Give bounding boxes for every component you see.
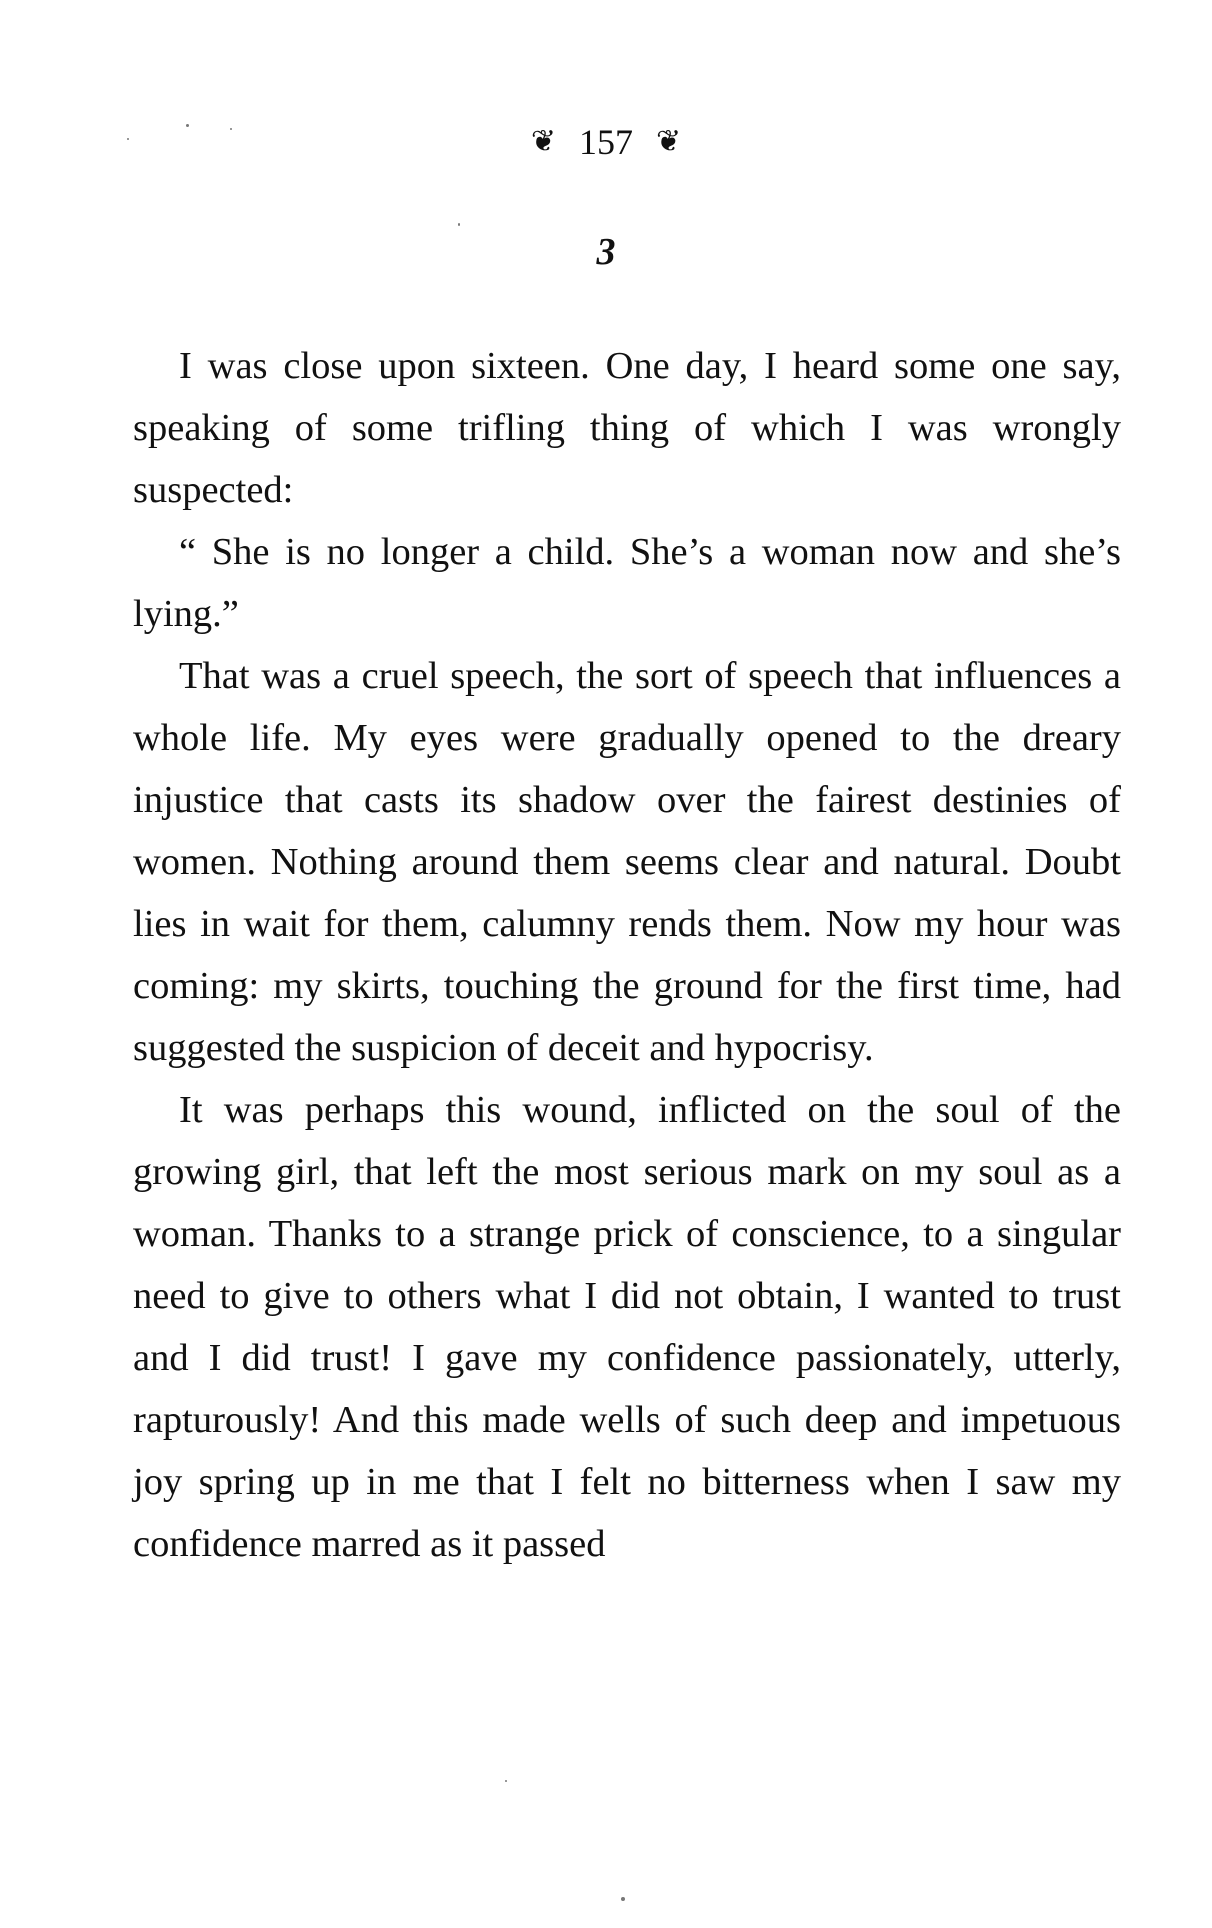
section-number: 3 [596,231,616,273]
page-number: 157 [579,121,633,162]
scan-speck [621,1897,625,1901]
page-header [0,118,1212,162]
scan-speck [505,1780,507,1782]
scan-speck [127,138,129,140]
paragraph-3: That was a cruel speech, the sort of speech that influences a whole life. My eyes were gradually opened to the dreary injustice that casts its shadow over the fairest destinies of women. Nothing around them seems clear and natural. Doubt lies in wait for them, calumny rends them. Now my hour was coming: my skirts, touching the ground for the first time, had suggested the suspicion of deceit and hypocrisy. [133,655,1121,1069]
scan-speck [230,128,232,130]
scan-speck [458,223,460,226]
paragraph-4: It was perhaps this wound, inflicted on the soul of the growing girl, that left the most serious mark on my soul as a woman. Thanks to a strange prick of conscience, to a singular need to give to others what I did not obtain, I wanted to trust and I did trust! I gave my confidence passionately, utterly, rapturously! And this made wells of such deep and impetuous joy spring up in me that I felt no bitterness when I saw my confidence marred as it passed [133,1089,1121,1565]
scan-speck [186,124,189,127]
body-text [133,335,1121,1575]
fleuron-left-icon: ❦ [530,124,556,158]
fleuron-right-icon: ❦ [656,124,682,158]
paragraph-1: I was close upon sixteen. One day, I heard some one say, speaking of some trifling thing of which I was wrongly suspected: [133,345,1121,511]
paragraph-2: “ She is no longer a child. She’s a woman now and she’s lying.” [133,531,1121,635]
